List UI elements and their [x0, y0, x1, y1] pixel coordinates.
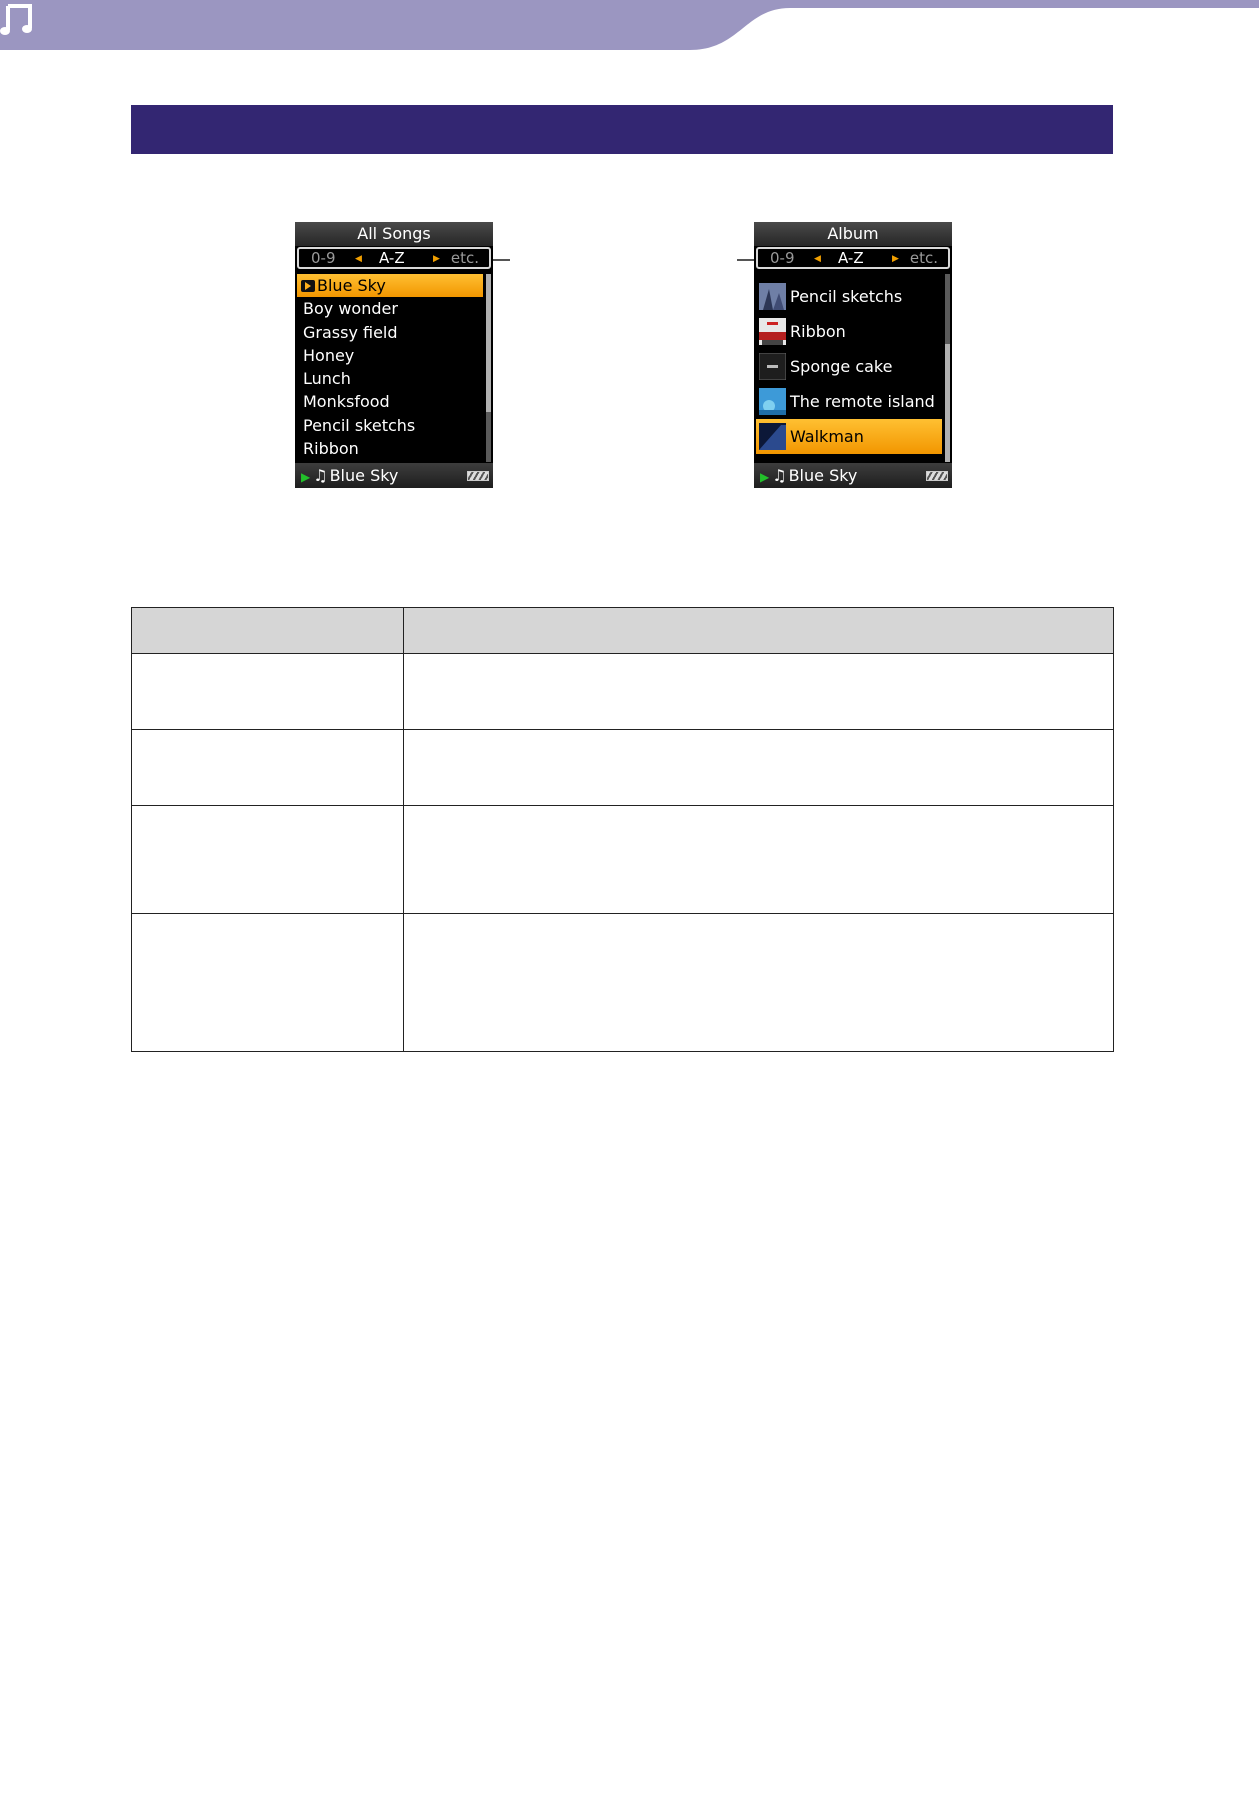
table-header-cell: [404, 608, 1114, 654]
list-item[interactable]: [756, 314, 942, 349]
now-playing-title: Blue Sky: [788, 466, 858, 485]
section-title-bar: [131, 105, 1113, 154]
callout-line: [737, 259, 754, 261]
callout-line: [493, 259, 510, 261]
info-table: [131, 607, 1114, 1052]
index-right-arrow-icon[interactable]: ▶: [433, 254, 440, 264]
list-item[interactable]: [297, 367, 483, 390]
now-playing-icon: [301, 280, 315, 292]
scrollbar[interactable]: [486, 274, 491, 462]
list-item[interactable]: [297, 437, 483, 460]
table-cell: [132, 806, 404, 914]
album-art-icon: [759, 283, 786, 310]
scrollbar[interactable]: [945, 274, 950, 462]
table-cell: [132, 654, 404, 730]
table-cell: [132, 730, 404, 806]
music-note-icon: [0, 0, 34, 36]
album-list: [756, 279, 942, 454]
list-item[interactable]: [297, 297, 483, 320]
list-item[interactable]: [756, 349, 942, 384]
status-bar: [295, 463, 493, 488]
album-art-icon: [759, 423, 786, 450]
screen-title: Album: [754, 222, 952, 246]
battery-icon: [467, 471, 489, 481]
song-title: Boy wonder: [303, 299, 398, 319]
now-playing-title: Blue Sky: [329, 466, 399, 485]
song-title: Lunch: [303, 369, 351, 389]
list-item[interactable]: [756, 279, 942, 314]
song-title: Ribbon: [303, 439, 359, 459]
battery-icon: [926, 471, 948, 481]
index-left-arrow-icon[interactable]: ◀: [355, 254, 362, 264]
screen-title: All Songs: [295, 222, 493, 246]
alphabet-index-bar[interactable]: [297, 247, 491, 269]
index-etc[interactable]: etc.: [909, 249, 938, 267]
table-header-row: [132, 608, 1114, 654]
index-right-arrow-icon[interactable]: ▶: [892, 254, 899, 264]
album-title: The remote island: [790, 392, 935, 411]
table-cell: [404, 654, 1114, 730]
top-header-band: [0, 0, 1259, 52]
table-row: [132, 730, 1114, 806]
song-title: Grassy field: [303, 322, 398, 342]
index-left-arrow-icon[interactable]: ◀: [814, 254, 821, 264]
list-item[interactable]: [756, 419, 942, 454]
list-item[interactable]: [297, 344, 483, 367]
album-art-icon: [759, 318, 786, 345]
table-cell: [132, 914, 404, 1052]
table-header-cell: [132, 608, 404, 654]
table-row: [132, 654, 1114, 730]
table-row: [132, 806, 1114, 914]
play-icon: ▶: [760, 470, 770, 484]
list-item[interactable]: [297, 274, 483, 297]
album-title: Pencil sketchs: [790, 287, 903, 306]
song-title: Honey: [303, 345, 355, 365]
scrollbar-thumb[interactable]: [945, 344, 950, 462]
song-title: Monksfood: [303, 392, 390, 412]
header-band-shape: [0, 0, 1259, 52]
album-title: Ribbon: [790, 322, 846, 341]
album-screen: [754, 222, 952, 488]
all-songs-screen: [295, 222, 493, 488]
table-cell: [404, 730, 1114, 806]
table-cell: [404, 914, 1114, 1052]
album-title: Sponge cake: [790, 357, 893, 376]
note-icon: ♫: [313, 466, 328, 485]
status-bar: [754, 463, 952, 488]
index-current[interactable]: A-Z: [379, 249, 405, 267]
album-art-icon: [759, 353, 786, 380]
list-item[interactable]: [297, 414, 483, 437]
index-digits[interactable]: 0-9: [311, 249, 336, 267]
table-cell: [404, 806, 1114, 914]
scrollbar-thumb[interactable]: [486, 274, 491, 412]
list-item[interactable]: [756, 384, 942, 419]
list-item[interactable]: [297, 390, 483, 413]
play-icon: ▶: [301, 470, 311, 484]
note-icon: ♫: [772, 466, 787, 485]
alphabet-index-bar[interactable]: [756, 247, 950, 269]
song-title: Blue Sky: [317, 276, 386, 295]
album-art-icon: [759, 388, 786, 415]
album-title: Walkman: [790, 427, 864, 446]
song-list: [297, 274, 483, 460]
index-digits[interactable]: 0-9: [770, 249, 795, 267]
index-etc[interactable]: etc.: [450, 249, 479, 267]
list-item[interactable]: [297, 321, 483, 344]
table-row: [132, 914, 1114, 1052]
index-current[interactable]: A-Z: [838, 249, 864, 267]
song-title: Pencil sketchs: [303, 415, 416, 435]
